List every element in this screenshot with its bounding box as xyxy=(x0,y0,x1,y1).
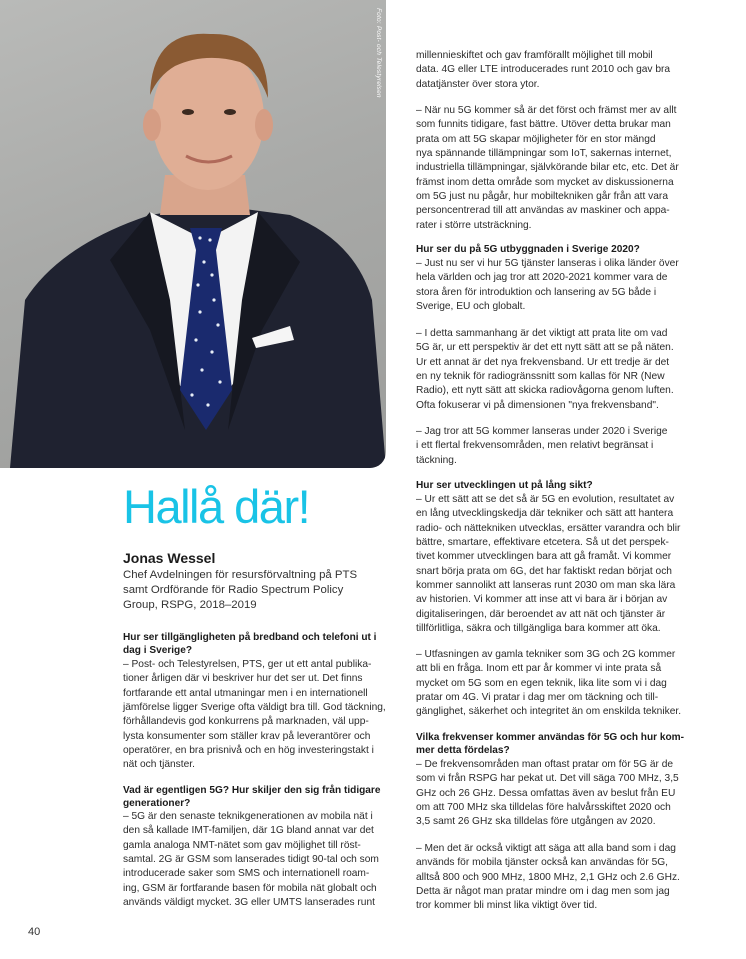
answer-line: om 5G just nu pågår, hur mobiltekniken går från att vara xyxy=(416,191,668,203)
answer-line: används väldigt mycket. 3G eller UMTS lanserades runt xyxy=(123,897,375,909)
answer-line: 5G är, ur ett perspektiv är det ett nytt sätt att se på näten. xyxy=(416,342,674,354)
answer-line: – De frekvensområden man oftast pratar om för 5G är de xyxy=(416,759,674,770)
answer-line: – 5G är den senaste teknikgenerationen av mobila nät i xyxy=(123,811,373,822)
question-line: Hur ser utvecklingen ut på lång sikt? xyxy=(416,480,593,491)
answer-line: fortfarande ett antal utmaningar men i en internationell xyxy=(123,687,368,699)
question-line: dag i Sverige? xyxy=(123,644,192,656)
answer-line: främst inom detta område som mycket av diskussionerna xyxy=(416,176,674,188)
article-title: Hallå där! xyxy=(123,480,310,533)
answer-line: i ett flertal frekvensområden, men relativt begränsat i xyxy=(416,440,654,452)
answer-line: – När nu 5G kommer så är det först och främst mer av allt xyxy=(416,105,677,116)
answer-line: nät och tjänster. xyxy=(123,759,195,771)
answer-line: gamla analoga NMT-nätet som gav möjlighet till röst- xyxy=(123,839,361,851)
answer-line: – Utfasningen av gamla tekniker som 3G och 2G kommer xyxy=(416,649,676,660)
answer-line: tioner årligen där vi beskriver hur det ser ut. Det finns xyxy=(123,673,363,685)
answer-line: Detta är något man pratar mindre om i dag men som jag xyxy=(416,886,670,898)
answer-line: gänglighet, säkerhet och integritet än om enskilda tekniker. xyxy=(416,706,682,718)
answer-line: datatjänster över stora ytor. xyxy=(416,78,540,90)
answer-line: används för mobila tjänster också kan användas för 5G, xyxy=(416,857,668,869)
answer-line: lysta konsumenter som ställer krav på leverantörer och xyxy=(123,730,371,742)
answer-line: 3,5 samt 26 GHz ska tilldelas före utgången av 2020. xyxy=(416,816,656,828)
answer-line: – I detta sammanhang är det viktigt att prata lite om vad xyxy=(416,328,668,339)
answer-line: förhållandevis god konkurrens på marknaden, väl upp- xyxy=(123,716,369,728)
answer-line: kommer sannolikt att lanseras runt 2030 om man ska lära xyxy=(416,580,676,592)
answer-line: data. 4G eller LTE introducerades runt 2010 och gav bra xyxy=(416,64,671,76)
answer-line: introducerade saker som SMS och internationell roam- xyxy=(123,868,370,880)
answer-line: radio- och nättekniken utvecklas, ersätter varandra och blir xyxy=(416,522,681,534)
answer-line: tillförlitliga, säkra och tillgängliga bara kommer att öka. xyxy=(416,623,661,635)
answer-line: hela världen och jag tror att 2020-2021 kommer vara de xyxy=(416,272,668,284)
answer-line: samtal. 2G är GSM som lanserades tidigt 90-tal och som xyxy=(123,854,379,866)
answer-line: industriella tillämpningar, självkörande bilar etc, etc. Det är xyxy=(416,162,679,174)
question-line: Vad är egentligen 5G? Hur skiljer den sig från tidigare xyxy=(123,785,381,796)
answer-line: digitaliseringen, där beroendet av att nät och tjänster är xyxy=(416,608,666,620)
question-line: Vilka frekvenser kommer användas för 5G och hur kom- xyxy=(416,732,684,743)
answer-line: bättre, smartare, effektivare etcetera. Så ut det perspek- xyxy=(416,537,669,549)
answer-line: operatörer, en bra prisnivå och en hög investeringstakt i xyxy=(123,745,374,757)
answer-line: Ur ett annat är det nya frekvensband. Ur ett tredje är det xyxy=(416,356,670,368)
answer-line: tror kommer bli minst lika viktigt över tid. xyxy=(416,900,598,912)
answer-line: rater i större utsträckning. xyxy=(416,219,532,231)
answer-line: – Just nu ser vi hur 5G tjänster lanseras i olika länder över xyxy=(416,258,679,269)
answer-line: som vi från RSPG har pekat ut. Det vill säga 700 MHz, 3,5 xyxy=(416,773,679,785)
answer-line: Ofta fokuserar vi på dimensionen "nya frekvensband". xyxy=(416,399,659,411)
portrait-photo xyxy=(0,0,386,468)
question-line: Hur ser tillgängligheten på bredband och telefoni ut i xyxy=(123,632,377,643)
answer-line: en lång utvecklingskedja där tekniker och sätt att hantera xyxy=(416,508,674,520)
page-number: 40 xyxy=(28,926,41,938)
role-line: samt Ordförande för Radio Spectrum Policy xyxy=(123,584,344,596)
question-line: mer detta fördelas? xyxy=(416,744,510,756)
answer-line: jämförelse ligger Sverige ofta väldigt bra till. God täckning, xyxy=(123,702,386,714)
answer-line: snart börja prata om 6G, det har faktiskt redan börjat och xyxy=(416,565,672,577)
answer-line: – Ur ett sätt att se det så är 5G en evolution, resultatet av xyxy=(416,494,675,505)
answer-line: personcentrerad till att användas av maskiner och appa- xyxy=(416,205,670,217)
answer-line: ing, GSM är fortfarande basen för mobila nät globalt och xyxy=(123,882,377,894)
answer-line: Sverige, EU och globalt. xyxy=(416,301,526,313)
answer-line: pratar om 4G. Vi pratar i dag mer om täckning och till- xyxy=(416,692,659,704)
answer-line: Radio), ett nytt sätt att skicka radiovågorna genom luften. xyxy=(416,385,674,397)
photo-credit: Foto: Post- och Telestyrelsen xyxy=(375,8,382,98)
role-line: Chef Avdelningen för resursförvaltning på PTS xyxy=(123,569,358,581)
answer-line: att bli en fråga. Inom ett par år kommer vi inte prata så xyxy=(416,663,662,675)
portrait-illustration xyxy=(0,0,386,468)
answer-line: om att 700 MHz ska tilldelas före halvårsskiftet 2020 och xyxy=(416,802,671,814)
answer-line: en ny teknik för radiogränssnitt som kallas för NR (New xyxy=(416,371,665,383)
interviewee-name: Jonas Wessel xyxy=(123,550,216,566)
question-line: Hur ser du på 5G utbyggnaden i Sverige 2020? xyxy=(416,244,640,255)
answer-line: – Jag tror att 5G kommer lanseras under 2020 i Sverige xyxy=(416,426,668,437)
answer-line: – Post- och Telestyrelsen, PTS, ger ut ett antal publika- xyxy=(123,659,372,670)
answer-line: – Men det är också viktigt att säga att alla band som i dag xyxy=(416,843,676,854)
answer-line: millennieskiftet och gav framförallt möjlighet till mobil xyxy=(416,50,653,61)
role-line: Group, RSPG, 2018–2019 xyxy=(123,599,257,611)
answer-line: nya spännande tillämpningar som IoT, sakernas internet, xyxy=(416,148,672,160)
answer-line: stora åren för introduktion och lansering av 5G både i xyxy=(416,286,657,298)
answer-line: som funnits tidigare, fast bättre. Utöver detta brukar man xyxy=(416,119,671,131)
question-line: generationer? xyxy=(123,797,191,809)
answer-line: av historien. Vi kommer att inse att vi bara är i början av xyxy=(416,594,668,606)
answer-line: täckning. xyxy=(416,454,457,466)
answer-line: GHz och 26 GHz. Dessa omfattas även av beslut från EU xyxy=(416,787,676,799)
answer-line: prata om att 5G skapar möjligheter för en stor mängd xyxy=(416,133,656,145)
answer-line: mycket om 5G som en egen teknik, lika lite som vi i dag xyxy=(416,677,667,689)
answer-line: alltså 800 och 900 MHz, 1800 MHz, 2,1 GHz och 2.6 GHz. xyxy=(416,871,680,883)
answer-line: tivet kommer utvecklingen bara att gå framåt. Vi kommer xyxy=(416,551,672,563)
answer-line: den så kallade IMT-familjen, där 1G bland annat var det xyxy=(123,825,374,837)
